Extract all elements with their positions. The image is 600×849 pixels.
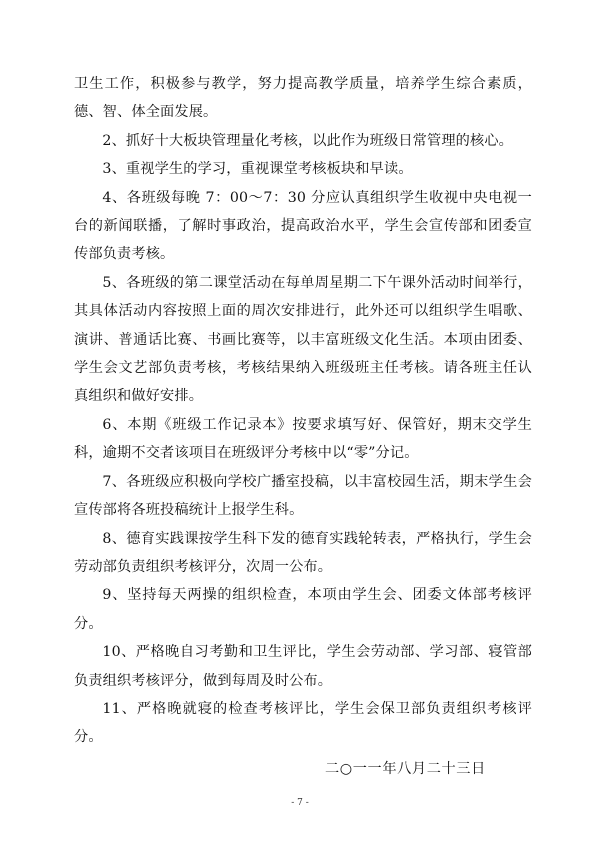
paragraph-item-6: 6、本期《班级工作记录本》按要求填写好、保管好，期末交学生科，逾期不交者该项目在班级评分考核中以“零”分记。 bbox=[74, 416, 532, 462]
paragraph-item-7: 7、各班级应积极向学校广播室投稿，以丰富校园生活，期末学生会宣传部将各班投稿统计上报学生科。 bbox=[74, 473, 532, 519]
paragraph-item-10: 10、严格晚自习考勤和卫生评比，学生会劳动部、学习部、寝管部负责组织考核评分，做到每周及时公布。 bbox=[74, 644, 532, 689]
paragraph-item-3: 3、重视学生的学习，重视课堂考核板块和早读。 bbox=[102, 161, 413, 178]
document-body bbox=[74, 70, 532, 752]
paragraph-item-5: 5、各班级的第二课堂活动在每单周星期二下午课外活动时间举行，其具体活动内容按照上面的周次安排进行，此外还可以组织学生唱歌、演讲、普通话比赛、书画比赛等，以丰富班级文化生活。本项由团委、学生会文艺部负责考核，考核结果纳入班级班主任考核。请各班主任认真组织和做好安排。 bbox=[74, 274, 532, 405]
paragraph-item-2: 2、抓好十大板块管理量化考核，以此作为班级日常管理的核心。 bbox=[102, 132, 514, 149]
paragraph-item-9: 9、坚持每天两操的组织检查，本项由学生会、团委文体部考核评分。 bbox=[74, 587, 532, 632]
paragraph-item-8: 8、德育实践课按学生科下发的德育实践轮转表，严格执行，学生会劳动部负责组织考核评分，次周一公布。 bbox=[74, 530, 532, 575]
paragraph-item-11: 11、严格晚就寝的检查考核评比，学生会保卫部负责组织考核评分。 bbox=[74, 700, 532, 746]
paragraph-continuation: 卫生工作，积极参与教学，努力提高教学质量，培养学生综合素质，德、智、体全面发展。 bbox=[74, 76, 532, 121]
paragraph-item-4: 4、各班级每晚 7：00～7：30 分应认真组织学生收视中央电视一台的新闻联播，了解时事政治，提高政治水平，学生会宣传部和团委宣传部负责考核。 bbox=[74, 189, 532, 263]
document-date: 二○一一年八月二十三日 bbox=[325, 761, 486, 777]
page-number: - 7 - bbox=[291, 798, 309, 808]
